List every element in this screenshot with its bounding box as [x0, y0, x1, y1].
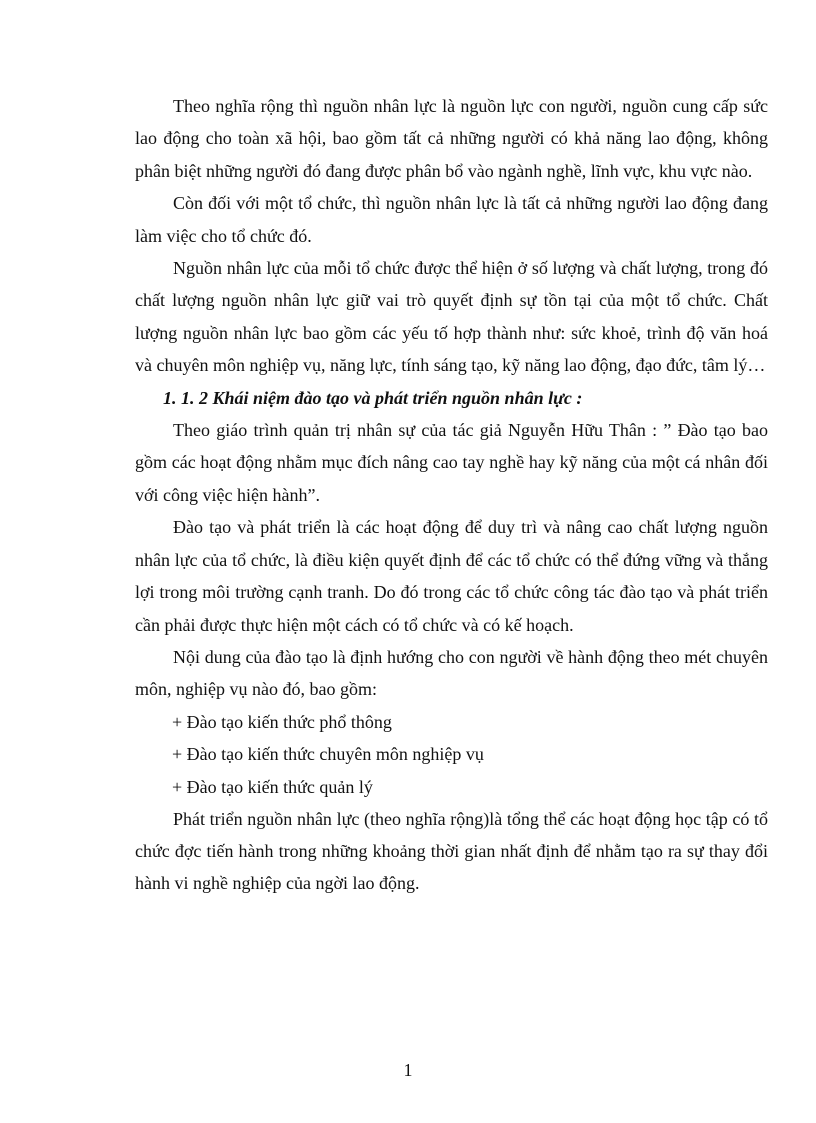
- list-item: + Đào tạo kiến thức phổ thông: [172, 711, 392, 732]
- list-item: + Đào tạo kiến thức quản lý: [172, 776, 373, 797]
- paragraph-quality: Nguồn nhân lực của mỗi tổ chức được thể hiện ở số lượng và chất lượng, trong đó chất lượng nguồn nhân lực giữ vai trò quyết định sự tồn tại của một tổ chức. Chất lượng nguồn nhân lực bao gồm các yếu tố hợp thành như: sức khoẻ, trình độ văn hoá và chuyên môn nghiệp vụ, năng lực, tính sáng tạo, kỹ năng lao động, đạo đức, tâm lý…: [135, 258, 768, 376]
- list-item: + Đào tạo kiến thức chuyên môn nghiệp vụ: [172, 744, 484, 765]
- paragraph-organization-definition: Còn đối với một tổ chức, thì nguồn nhân lực là tất cả những người lao động đang làm việc cho tổ chức đó.: [135, 193, 768, 246]
- paragraph-development: Phát triển nguồn nhân lực (theo nghĩa rộng)là tổng thể các hoạt động học tập có tổ chức đợc tiến hành trong những khoảng thời gian nhất định để nhằm tạo ra sự thay đổi hành vi nghề nghiệp của ngời lao động.: [135, 808, 768, 893]
- paragraph-textbook-definition: Theo giáo trình quản trị nhân sự của tác giả Nguyễn Hữu Thân : ” Đào tạo bao gồm các hoạt động nhằm mục đích nâng cao tay nghề hay kỹ năng của một cá nhân đối với công việc hiện hành”.: [135, 420, 768, 505]
- paragraph-training-content: Nội dung của đào tạo là định hướng cho con người về hành động theo mét chuyên môn, nghiệp vụ nào đó, bao gồm:: [135, 646, 768, 700]
- paragraph-training-development: Đào tạo và phát triển là các hoạt động để duy trì và nâng cao chất lượng nguồn nhân lực của tổ chức, là điều kiện quyết định để các tổ chức có thể đứng vững và thắng lợi trong môi trường cạnh tranh. Do đó trong các tổ chức công tác đào tạo và phát triển cần phải được thực hiện một cách có tổ chức và có kế hoạch.: [135, 517, 768, 635]
- section-heading: 1. 1. 2 Khái niệm đào tạo và phát triển nguồn nhân lực :: [163, 387, 583, 408]
- paragraph-broad-definition: Theo nghĩa rộng thì nguồn nhân lực là nguồn lực con người, nguồn cung cấp sức lao động cho toàn xã hội, bao gồm tất cả những người có khả năng lao động, không phân biệt những người đó đang được phân bổ vào ngành nghề, lĩnh vực, khu vực nào.: [135, 96, 768, 181]
- body-text-block: [135, 90, 768, 899]
- page-number: 1: [403, 1060, 413, 1080]
